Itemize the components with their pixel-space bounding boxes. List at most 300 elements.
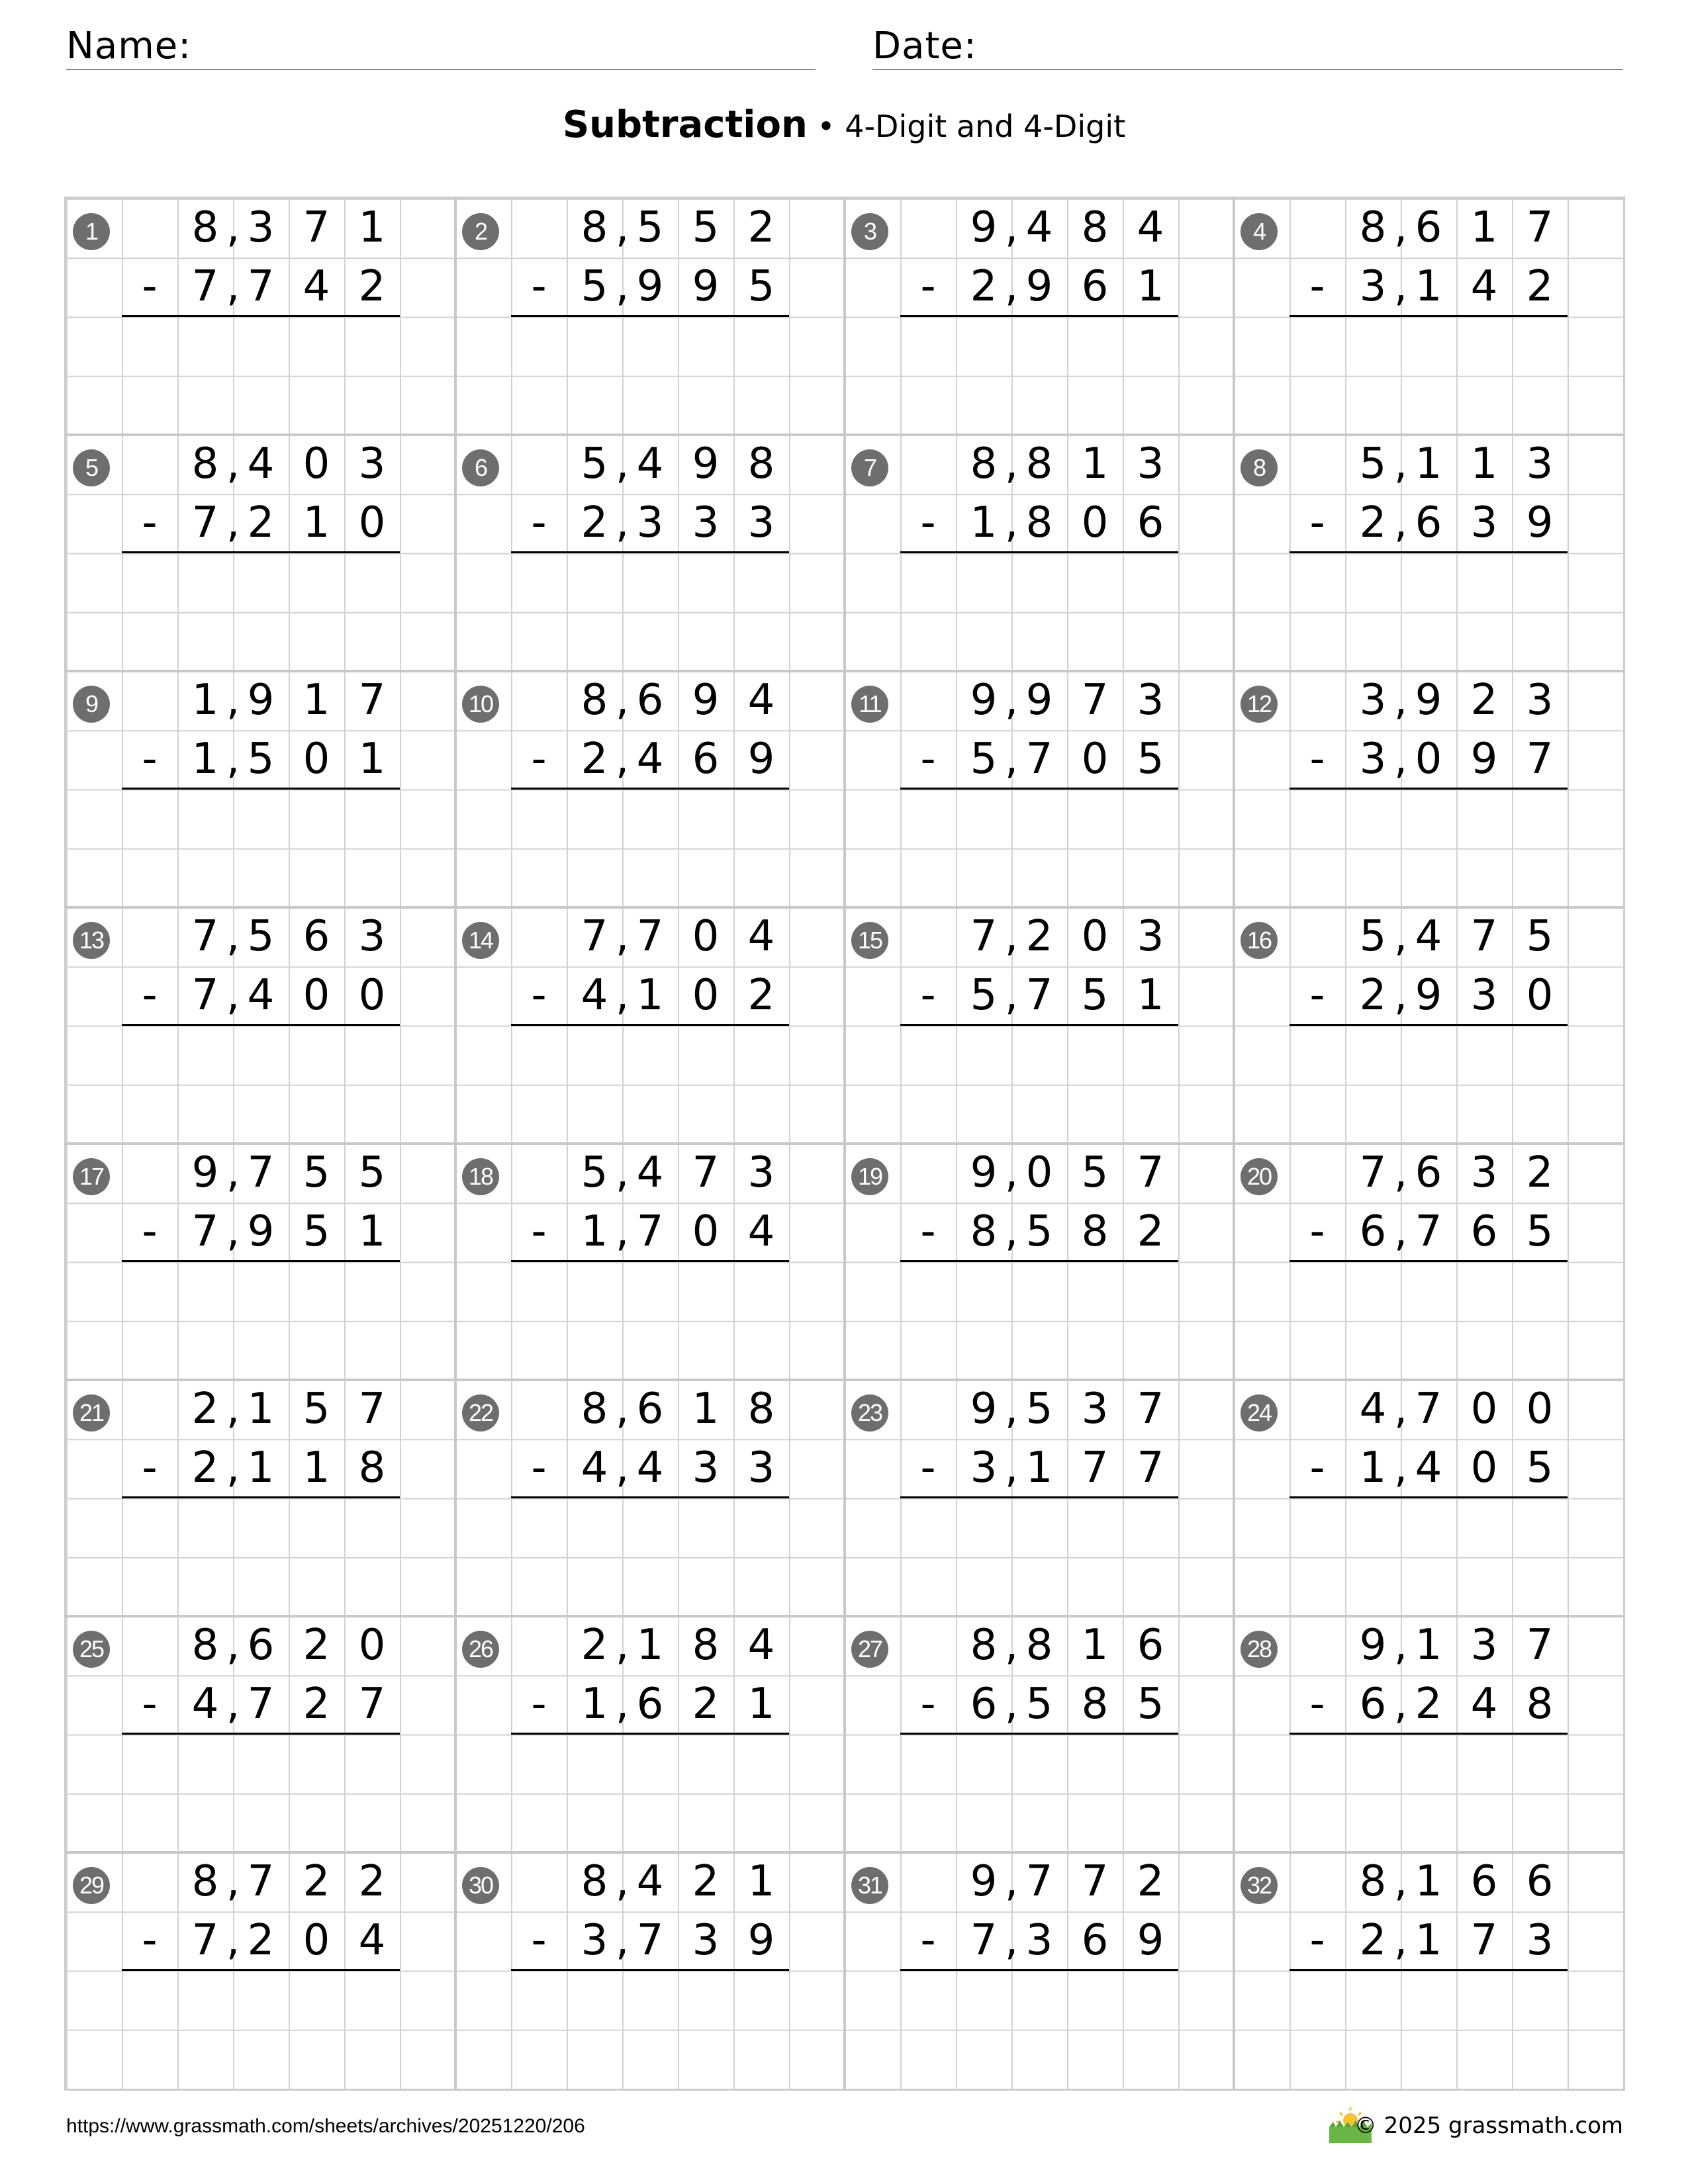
minuend-digit: 3 bbox=[1137, 439, 1164, 488]
problem-number-badge: 1 bbox=[73, 213, 110, 250]
problem-number-badge: 23 bbox=[851, 1394, 888, 1432]
minuend-digit: 7 bbox=[1081, 676, 1109, 725]
subtrahend-digit: 7 bbox=[247, 262, 275, 312]
subtrahend-digit: 1 bbox=[636, 971, 664, 1021]
answer-rule bbox=[1289, 788, 1568, 790]
problem-number-badge: 17 bbox=[73, 1158, 110, 1195]
minus-sign: - bbox=[531, 1916, 547, 1966]
answer-rule bbox=[900, 788, 1178, 790]
subtrahend-digit: 0 bbox=[1526, 971, 1554, 1021]
problem-number-badge: 31 bbox=[851, 1867, 888, 1904]
subtrahend-digit: 1 bbox=[358, 735, 386, 784]
minuend-digit: 9 bbox=[970, 1857, 998, 1906]
subtrahend-comma: , bbox=[1393, 1680, 1408, 1729]
minuend-digit: 7 bbox=[1025, 1857, 1053, 1906]
subtrahend-digit: 7 bbox=[1137, 1443, 1164, 1493]
problem bbox=[455, 907, 845, 1144]
answer-rule bbox=[511, 1260, 789, 1262]
subtrahend-digit: 3 bbox=[1025, 1916, 1053, 1966]
minuend-digit: 1 bbox=[1415, 1621, 1442, 1670]
minuend-comma: , bbox=[1393, 676, 1408, 725]
problem bbox=[1234, 671, 1623, 907]
subtrahend-digit: 8 bbox=[358, 1443, 386, 1493]
minuend-digit: 2 bbox=[303, 1857, 330, 1906]
subtrahend-digit: 2 bbox=[1359, 971, 1387, 1021]
answer-rule bbox=[122, 1496, 400, 1498]
subtrahend-digit: 4 bbox=[581, 1443, 608, 1493]
problem-number-badge: 8 bbox=[1241, 449, 1278, 486]
minuend-digit: 9 bbox=[1415, 676, 1442, 725]
problem bbox=[455, 671, 845, 907]
problem bbox=[1234, 1144, 1623, 1380]
subtrahend-digit: 5 bbox=[581, 262, 608, 312]
problem bbox=[1234, 907, 1623, 1144]
minuend-digit: 7 bbox=[247, 1148, 275, 1197]
problem-number-badge: 22 bbox=[462, 1394, 499, 1432]
minuend-digit: 1 bbox=[747, 1857, 775, 1906]
minuend-comma: , bbox=[615, 676, 630, 725]
problem bbox=[845, 1616, 1234, 1852]
subtrahend-digit: 0 bbox=[1415, 735, 1442, 784]
minus-sign: - bbox=[920, 1443, 936, 1493]
minuend-digit: 9 bbox=[970, 203, 998, 252]
subtrahend-digit: 2 bbox=[247, 1916, 275, 1966]
subtrahend-digit: 5 bbox=[1025, 1207, 1053, 1257]
minuend-digit: 8 bbox=[1025, 1621, 1053, 1670]
minuend-digit: 0 bbox=[358, 1621, 386, 1670]
title-subtitle: • 4-Digit and 4-Digit bbox=[807, 109, 1126, 144]
minus-sign: - bbox=[920, 735, 936, 784]
minuend-comma: , bbox=[1393, 203, 1408, 252]
minuend-digit: 1 bbox=[191, 676, 219, 725]
subtrahend-digit: 2 bbox=[581, 498, 608, 548]
subtrahend-digit: 0 bbox=[1081, 498, 1109, 548]
minuend-comma: , bbox=[1393, 439, 1408, 488]
subtrahend-digit: 0 bbox=[303, 971, 330, 1021]
subtrahend-digit: 6 bbox=[1470, 1207, 1498, 1257]
subtrahend-digit: 7 bbox=[636, 1207, 664, 1257]
minuend-digit: 4 bbox=[1359, 1385, 1387, 1433]
minuend-digit: 0 bbox=[1025, 1148, 1053, 1197]
problem bbox=[1234, 1616, 1623, 1852]
minuend-digit: 7 bbox=[1470, 912, 1498, 961]
subtrahend-comma: , bbox=[1004, 1443, 1019, 1493]
subtrahend-digit: 1 bbox=[581, 1680, 608, 1729]
problem-number-badge: 2 bbox=[462, 213, 499, 250]
problem-number-badge: 18 bbox=[462, 1158, 499, 1195]
minuend-digit: 1 bbox=[1415, 439, 1442, 488]
subtrahend-digit: 0 bbox=[692, 1207, 720, 1257]
minuend-digit: 4 bbox=[636, 1857, 664, 1906]
subtrahend-digit: 1 bbox=[1415, 262, 1442, 312]
problem-number-badge: 3 bbox=[851, 213, 888, 250]
minus-sign: - bbox=[1309, 1207, 1325, 1257]
answer-rule bbox=[122, 1969, 400, 1971]
subtrahend-digit: 6 bbox=[1359, 1680, 1387, 1729]
subtrahend-digit: 5 bbox=[1025, 1680, 1053, 1729]
subtrahend-digit: 7 bbox=[358, 1680, 386, 1729]
subtrahend-digit: 7 bbox=[191, 498, 219, 548]
minuend-digit: 6 bbox=[303, 912, 330, 961]
problem bbox=[1234, 1852, 1623, 2089]
minuend-digit: 6 bbox=[1137, 1621, 1164, 1670]
minuend-digit: 4 bbox=[247, 439, 275, 488]
subtrahend-digit: 0 bbox=[692, 971, 720, 1021]
subtrahend-digit: 6 bbox=[1359, 1207, 1387, 1257]
subtrahend-digit: 2 bbox=[303, 1680, 330, 1729]
problem bbox=[66, 671, 455, 907]
subtrahend-digit: 1 bbox=[247, 1443, 275, 1493]
answer-rule bbox=[1289, 1260, 1568, 1262]
minuend-digit: 1 bbox=[1470, 439, 1498, 488]
minuend-digit: 8 bbox=[1081, 203, 1109, 252]
minuend-digit: 9 bbox=[692, 439, 720, 488]
minuend-digit: 7 bbox=[191, 912, 219, 961]
subtrahend-digit: 7 bbox=[1081, 1443, 1109, 1493]
minuend-comma: , bbox=[226, 1621, 240, 1670]
footer-url: https://www.grassmath.com/sheets/archives/20251220/206 bbox=[66, 2115, 585, 2137]
answer-rule bbox=[511, 1969, 789, 1971]
subtrahend-digit: 4 bbox=[303, 262, 330, 312]
subtrahend-digit: 3 bbox=[692, 1916, 720, 1966]
subtrahend-comma: , bbox=[1004, 498, 1019, 548]
subtrahend-comma: , bbox=[615, 498, 630, 548]
subtrahend-digit: 1 bbox=[1137, 971, 1164, 1021]
problem-number-badge: 12 bbox=[1241, 686, 1278, 723]
problem bbox=[1234, 199, 1623, 435]
problem-number-badge: 27 bbox=[851, 1631, 888, 1668]
subtrahend-comma: , bbox=[1393, 1443, 1408, 1493]
minuend-digit: 6 bbox=[1526, 1857, 1554, 1906]
minuend-comma: , bbox=[615, 1385, 630, 1433]
minuend-comma: , bbox=[1004, 1621, 1019, 1670]
minuend-comma: , bbox=[1393, 1621, 1408, 1670]
minuend-digit: 7 bbox=[1526, 203, 1554, 252]
minuend-comma: , bbox=[226, 203, 240, 252]
date-label: Date: bbox=[872, 24, 977, 68]
minuend-digit: 9 bbox=[191, 1148, 219, 1197]
subtrahend-digit: 3 bbox=[747, 498, 775, 548]
answer-rule bbox=[511, 788, 789, 790]
minuend-digit: 4 bbox=[636, 439, 664, 488]
subtrahend-digit: 4 bbox=[191, 1680, 219, 1729]
subtrahend-digit: 3 bbox=[1470, 971, 1498, 1021]
problem bbox=[845, 199, 1234, 435]
subtrahend-digit: 4 bbox=[636, 1443, 664, 1493]
answer-rule bbox=[511, 1733, 789, 1735]
subtrahend-digit: 2 bbox=[191, 1443, 219, 1493]
minus-sign: - bbox=[920, 498, 936, 548]
problem-number-badge: 5 bbox=[73, 449, 110, 486]
answer-rule bbox=[511, 1024, 789, 1026]
minuend-digit: 6 bbox=[1470, 1857, 1498, 1906]
subtrahend-comma: , bbox=[615, 1443, 630, 1493]
minuend-comma: , bbox=[1004, 203, 1019, 252]
minuend-digit: 8 bbox=[747, 1385, 775, 1433]
name-field[interactable] bbox=[66, 24, 816, 70]
minuend-digit: 0 bbox=[1470, 1385, 1498, 1433]
subtrahend-digit: 7 bbox=[247, 1680, 275, 1729]
minuend-digit: 9 bbox=[1359, 1621, 1387, 1670]
minuend-digit: 6 bbox=[1415, 203, 1442, 252]
answer-rule bbox=[900, 1496, 1178, 1498]
minuend-digit: 5 bbox=[1359, 912, 1387, 961]
minuend-digit: 7 bbox=[581, 912, 608, 961]
subtrahend-digit: 1 bbox=[303, 498, 330, 548]
problem-number-badge: 25 bbox=[73, 1631, 110, 1668]
subtrahend-digit: 3 bbox=[581, 1916, 608, 1966]
minuend-digit: 8 bbox=[1025, 439, 1053, 488]
minuend-comma: , bbox=[226, 676, 240, 725]
minuend-digit: 8 bbox=[1359, 203, 1387, 252]
minuend-digit: 7 bbox=[1526, 1621, 1554, 1670]
subtrahend-digit: 0 bbox=[303, 735, 330, 784]
answer-rule bbox=[900, 315, 1178, 317]
answer-rule bbox=[900, 1733, 1178, 1735]
subtrahend-digit: 6 bbox=[636, 1680, 664, 1729]
subtrahend-comma: , bbox=[226, 1916, 240, 1966]
minus-sign: - bbox=[1309, 262, 1325, 312]
minuend-digit: 8 bbox=[970, 1621, 998, 1670]
problem-number-badge: 6 bbox=[462, 449, 499, 486]
minuend-digit: 5 bbox=[581, 439, 608, 488]
subtrahend-comma: , bbox=[1004, 735, 1019, 784]
minuend-digit: 4 bbox=[1137, 203, 1164, 252]
problem-number-badge: 28 bbox=[1241, 1631, 1278, 1668]
minuend-digit: 5 bbox=[1025, 1385, 1053, 1433]
subtrahend-comma: , bbox=[1393, 1207, 1408, 1257]
subtrahend-digit: 5 bbox=[1526, 1207, 1554, 1257]
minuend-digit: 3 bbox=[1359, 676, 1387, 725]
subtrahend-comma: , bbox=[1004, 262, 1019, 312]
minuend-digit: 7 bbox=[1359, 1148, 1387, 1197]
subtrahend-digit: 3 bbox=[747, 1443, 775, 1493]
minuend-digit: 2 bbox=[581, 1621, 608, 1670]
subtrahend-digit: 3 bbox=[1470, 498, 1498, 548]
minuend-digit: 6 bbox=[1415, 1148, 1442, 1197]
subtrahend-digit: 5 bbox=[1137, 1680, 1164, 1729]
minuend-digit: 8 bbox=[970, 439, 998, 488]
subtrahend-comma: , bbox=[226, 1443, 240, 1493]
problem bbox=[455, 199, 845, 435]
problem-number-badge: 15 bbox=[851, 922, 888, 959]
subtrahend-digit: 2 bbox=[692, 1680, 720, 1729]
minuend-comma: , bbox=[1393, 912, 1408, 961]
problem bbox=[845, 1852, 1234, 2089]
answer-rule bbox=[122, 1733, 400, 1735]
subtrahend-comma: , bbox=[1393, 735, 1408, 784]
minuend-digit: 2 bbox=[747, 203, 775, 252]
minuend-digit: 2 bbox=[191, 1385, 219, 1433]
subtrahend-comma: , bbox=[1004, 1916, 1019, 1966]
problem-number-badge: 32 bbox=[1241, 1867, 1278, 1904]
minuend-digit: 3 bbox=[247, 203, 275, 252]
problem-number-badge: 24 bbox=[1241, 1394, 1278, 1432]
problem bbox=[66, 199, 455, 435]
subtrahend-digit: 7 bbox=[191, 1916, 219, 1966]
subtrahend-digit: 9 bbox=[636, 262, 664, 312]
subtrahend-digit: 8 bbox=[1025, 498, 1053, 548]
subtrahend-comma: , bbox=[615, 735, 630, 784]
minuend-digit: 1 bbox=[247, 1385, 275, 1433]
minus-sign: - bbox=[142, 498, 158, 548]
minuend-digit: 2 bbox=[303, 1621, 330, 1670]
subtrahend-digit: 9 bbox=[747, 735, 775, 784]
minuend-digit: 2 bbox=[1470, 676, 1498, 725]
minus-sign: - bbox=[531, 498, 547, 548]
minuend-digit: 7 bbox=[358, 676, 386, 725]
problem bbox=[455, 1144, 845, 1380]
subtrahend-digit: 2 bbox=[247, 498, 275, 548]
date-field[interactable] bbox=[872, 24, 1623, 70]
subtrahend-digit: 4 bbox=[1415, 1443, 1442, 1493]
subtrahend-digit: 7 bbox=[1025, 735, 1053, 784]
subtrahend-digit: 8 bbox=[1081, 1680, 1109, 1729]
minuend-digit: 8 bbox=[191, 203, 219, 252]
answer-rule bbox=[122, 1024, 400, 1026]
subtrahend-digit: 9 bbox=[692, 262, 720, 312]
minus-sign: - bbox=[142, 1680, 158, 1729]
minuend-digit: 1 bbox=[1415, 1857, 1442, 1906]
subtrahend-digit: 3 bbox=[1526, 1916, 1554, 1966]
subtrahend-digit: 6 bbox=[970, 1680, 998, 1729]
subtrahend-digit: 7 bbox=[191, 971, 219, 1021]
subtrahend-digit: 8 bbox=[1081, 1207, 1109, 1257]
minuend-digit: 3 bbox=[1470, 1148, 1498, 1197]
answer-rule bbox=[900, 1969, 1178, 1971]
subtrahend-digit: 9 bbox=[1470, 735, 1498, 784]
answer-rule bbox=[122, 551, 400, 553]
answer-rule bbox=[122, 315, 400, 317]
answer-rule bbox=[122, 1260, 400, 1262]
problem-number-badge: 16 bbox=[1241, 922, 1278, 959]
subtrahend-digit: 1 bbox=[358, 1207, 386, 1257]
subtrahend-comma: , bbox=[615, 1207, 630, 1257]
minuend-digit: 5 bbox=[692, 203, 720, 252]
minuend-digit: 3 bbox=[358, 439, 386, 488]
subtrahend-digit: 8 bbox=[1526, 1680, 1554, 1729]
subtrahend-digit: 4 bbox=[747, 1207, 775, 1257]
problem bbox=[455, 1380, 845, 1616]
subtrahend-digit: 4 bbox=[1470, 1680, 1498, 1729]
minuend-comma: , bbox=[226, 1385, 240, 1433]
subtrahend-digit: 6 bbox=[1415, 498, 1442, 548]
minus-sign: - bbox=[1309, 1443, 1325, 1493]
subtrahend-digit: 3 bbox=[692, 498, 720, 548]
minuend-comma: , bbox=[615, 1148, 630, 1197]
minuend-digit: 6 bbox=[247, 1621, 275, 1670]
problem-number-badge: 30 bbox=[462, 1867, 499, 1904]
problem-grid bbox=[66, 199, 1623, 2089]
subtrahend-digit: 2 bbox=[1359, 1916, 1387, 1966]
minuend-digit: 3 bbox=[1081, 1385, 1109, 1433]
answer-rule bbox=[900, 1260, 1178, 1262]
problem-number-badge: 20 bbox=[1241, 1158, 1278, 1195]
minus-sign: - bbox=[142, 735, 158, 784]
minuend-digit: 8 bbox=[581, 1385, 608, 1433]
subtrahend-digit: 4 bbox=[247, 971, 275, 1021]
minuend-digit: 1 bbox=[1081, 439, 1109, 488]
answer-rule bbox=[1289, 1024, 1568, 1026]
subtrahend-comma: , bbox=[1393, 262, 1408, 312]
subtrahend-digit: 4 bbox=[636, 735, 664, 784]
subtrahend-digit: 9 bbox=[247, 1207, 275, 1257]
subtrahend-digit: 6 bbox=[1081, 1916, 1109, 1966]
subtrahend-digit: 3 bbox=[692, 1443, 720, 1493]
minuend-digit: 9 bbox=[970, 676, 998, 725]
subtrahend-digit: 9 bbox=[1526, 498, 1554, 548]
minuend-comma: , bbox=[615, 912, 630, 961]
minus-sign: - bbox=[531, 1207, 547, 1257]
answer-rule bbox=[1289, 1733, 1568, 1735]
problem-number-badge: 7 bbox=[851, 449, 888, 486]
minuend-digit: 5 bbox=[1526, 912, 1554, 961]
problem-number-badge: 10 bbox=[462, 686, 499, 723]
worksheet-title bbox=[0, 103, 1688, 146]
minuend-digit: 7 bbox=[303, 203, 330, 252]
problem-number-badge: 19 bbox=[851, 1158, 888, 1195]
subtrahend-digit: 5 bbox=[970, 735, 998, 784]
subtrahend-comma: , bbox=[615, 1916, 630, 1966]
subtrahend-comma: , bbox=[226, 498, 240, 548]
subtrahend-comma: , bbox=[615, 262, 630, 312]
subtrahend-digit: 4 bbox=[358, 1916, 386, 1966]
minuend-digit: 2 bbox=[1137, 1857, 1164, 1906]
minus-sign: - bbox=[142, 1443, 158, 1493]
minuend-digit: 7 bbox=[358, 1385, 386, 1433]
minuend-digit: 6 bbox=[636, 1385, 664, 1433]
problem bbox=[845, 907, 1234, 1144]
title-main: Subtraction bbox=[562, 103, 808, 146]
problem-number-badge: 4 bbox=[1241, 213, 1278, 250]
minuend-digit: 5 bbox=[247, 912, 275, 961]
minus-sign: - bbox=[531, 735, 547, 784]
minus-sign: - bbox=[142, 1916, 158, 1966]
minuend-digit: 3 bbox=[1137, 676, 1164, 725]
subtrahend-digit: 7 bbox=[636, 1916, 664, 1966]
minuend-digit: 5 bbox=[581, 1148, 608, 1197]
minus-sign: - bbox=[531, 262, 547, 312]
problem bbox=[66, 1616, 455, 1852]
subtrahend-digit: 0 bbox=[358, 498, 386, 548]
minuend-digit: 8 bbox=[581, 203, 608, 252]
subtrahend-digit: 2 bbox=[747, 971, 775, 1021]
minuend-digit: 0 bbox=[1526, 1385, 1554, 1433]
subtrahend-digit: 0 bbox=[303, 1916, 330, 1966]
minuend-digit: 3 bbox=[1526, 439, 1554, 488]
problem-number-badge: 11 bbox=[851, 686, 888, 723]
answer-rule bbox=[900, 551, 1178, 553]
subtrahend-digit: 9 bbox=[747, 1916, 775, 1966]
subtrahend-digit: 6 bbox=[692, 735, 720, 784]
problem-number-badge: 26 bbox=[462, 1631, 499, 1668]
subtrahend-comma: , bbox=[1393, 971, 1408, 1021]
subtrahend-comma: , bbox=[615, 1680, 630, 1729]
subtrahend-comma: , bbox=[615, 971, 630, 1021]
minuend-comma: , bbox=[1004, 1857, 1019, 1906]
minuend-digit: 7 bbox=[1081, 1857, 1109, 1906]
minus-sign: - bbox=[920, 1916, 936, 1966]
minus-sign: - bbox=[1309, 1916, 1325, 1966]
problem bbox=[845, 671, 1234, 907]
minus-sign: - bbox=[531, 1443, 547, 1493]
minuend-digit: 9 bbox=[247, 676, 275, 725]
minuend-digit: 8 bbox=[581, 1857, 608, 1906]
problem bbox=[1234, 1380, 1623, 1616]
minuend-digit: 2 bbox=[1025, 912, 1053, 961]
answer-rule bbox=[900, 1024, 1178, 1026]
name-label: Name: bbox=[66, 24, 192, 68]
